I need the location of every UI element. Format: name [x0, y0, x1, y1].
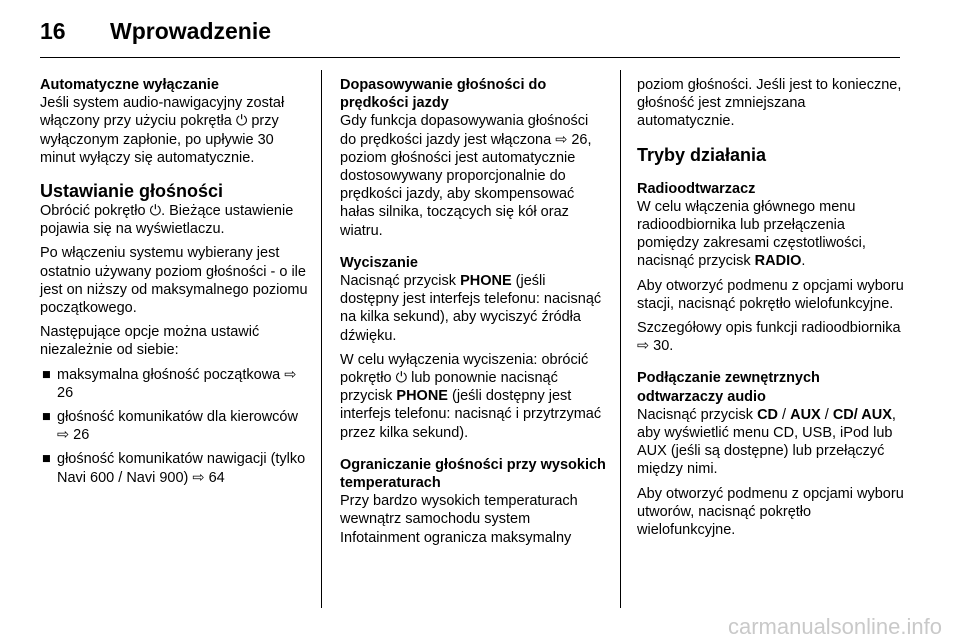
- list-item: [40, 408, 308, 444]
- list-item-text: głośność komunikatów dla kierowców ⇨ 26: [57, 409, 298, 444]
- heading-speed-volume: Dopasowywanie głośności do prędkości jazdy: [340, 77, 547, 112]
- heading-modes: Tryby działania: [637, 144, 767, 165]
- paragraph-mute-1: [340, 272, 608, 345]
- bullet-icon: ■: [42, 409, 51, 426]
- heading-mute: Wyciszanie: [340, 254, 418, 271]
- page-header: [40, 18, 920, 58]
- text-run: /: [778, 406, 791, 423]
- phone-button-label: PHONE: [460, 273, 512, 290]
- paragraph-radio-1: [637, 198, 905, 271]
- column-2: [340, 76, 608, 553]
- text-run: W celu wyłączenia wyciszenia: obrócić pokrętło ⏻ lub ponownie nacisnąć przycisk: [340, 351, 589, 405]
- list-item: [40, 366, 308, 402]
- text-run: , aby wyświetlić menu CD, USB, iPod lub AUX (jeśli są dostępne) lub przełączyć między nimi.: [637, 406, 896, 478]
- paragraph-radio-2: Aby otworzyć podmenu z opcjami wyboru stacji, nacisnąć pokrętło wielofunkcyjne.: [637, 277, 904, 312]
- paragraph-auto-off: Jeśli system audio-nawigacyjny został włączony przy użyciu pokrętła ⏻ przy wyłączonym zapłonie, po upływie 30 minut wyłączy się automatycznie.: [40, 95, 285, 166]
- heading-temperature-limit: Ograniczanie głośności przy wysokich temperaturach: [340, 456, 606, 492]
- paragraph-volume-3: Następujące opcje można ustawić niezależnie od siebie:: [40, 324, 260, 359]
- cd-aux-button-label: CD/ AUX: [832, 406, 892, 423]
- phone-button-label: PHONE: [396, 388, 448, 405]
- list-item-text: maksymalna głośność początkowa ⇨ 26: [57, 366, 297, 401]
- text-run: Nacisnąć przycisk: [637, 406, 758, 423]
- heading-radio: Radioodtwarzacz: [637, 180, 756, 197]
- aux-button-label: AUX: [790, 406, 821, 423]
- paragraph-external-2: Aby otworzyć podmenu z opcjami wyboru utworów, nacisnąć pokrętło wielofunkcyjne.: [637, 485, 904, 539]
- header-rule: [40, 57, 900, 58]
- text-run: .: [801, 253, 806, 270]
- text-run: W celu włączenia głównego menu radioodbiornika lub przełączenia pomiędzy zakresami częstotliwości, nacisnąć przycisk: [637, 198, 866, 270]
- column-divider: [321, 70, 322, 608]
- column-3: [637, 76, 905, 545]
- bullet-icon: ■: [42, 366, 51, 383]
- heading-volume: Ustawianie głośności: [40, 181, 224, 202]
- paragraph-volume-2: Po włączeniu systemu wybierany jest ostatnio używany poziom głośności - o ile jest on niższy od maksymalnego poziomu początkowego.: [40, 245, 308, 317]
- paragraph-continued: poziom głośności. Jeśli jest to konieczne, głośność jest zmniejszana automatycznie.: [637, 77, 902, 130]
- column-1: [40, 76, 308, 493]
- list-item-text: głośność komunikatów nawigacji (tylko Navi 600 / Navi 900) ⇨ 64: [57, 451, 306, 486]
- paragraph-external-1: [637, 406, 905, 479]
- heading-auto-off: Automatyczne wyłączanie: [40, 77, 219, 93]
- paragraph-radio-3: Szczegółowy opis funkcji radioodbiornika ⇨ 30.: [637, 320, 901, 355]
- text-run: (jeśli dostępny jest interfejs telefonu: nacisnąć na kilka sekund), aby wyciszyć źródła dźwięku.: [340, 273, 602, 344]
- paragraph-mute-2: [340, 351, 608, 442]
- text-run: Nacisnąć przycisk: [340, 273, 461, 290]
- list-item: [40, 450, 308, 486]
- text-run: (jeśli dostępny jest interfejs telefonu: nacisnąć i przytrzymać przez kilka sekund).: [340, 388, 602, 441]
- column-divider: [620, 70, 621, 608]
- paragraph-temperature-limit: Przy bardzo wysokich temperaturach wewnątrz samochodu system Infotainment ogranicza maksymalny: [340, 493, 578, 546]
- paragraph-speed-volume: Gdy funkcja dopasowywania głośności do prędkości jazdy jest włączona ⇨ 26, poziom głośności jest automatycznie dostosowywany proporcjonalnie do prędkości jazdy, aby skompensować hałas silnika, toczących się kół oraz wiatru.: [340, 113, 592, 239]
- radio-button-label: RADIO: [754, 253, 802, 270]
- heading-external-players: Podłączanie zewnętrznych odtwarzaczy audio: [637, 370, 820, 405]
- paragraph-volume-1: Obrócić pokrętło ⏻. Bieżące ustawienie pojawia się na wyświetlaczu.: [40, 203, 294, 238]
- bullet-icon: ■: [42, 451, 51, 468]
- cd-button-label: CD: [757, 406, 779, 423]
- volume-options-list: [40, 366, 308, 487]
- watermark: carmanualsonline.info: [727, 614, 942, 639]
- page-number: 16: [40, 18, 66, 44]
- text-run: /: [820, 406, 833, 423]
- page-title: Wprowadzenie: [110, 18, 272, 44]
